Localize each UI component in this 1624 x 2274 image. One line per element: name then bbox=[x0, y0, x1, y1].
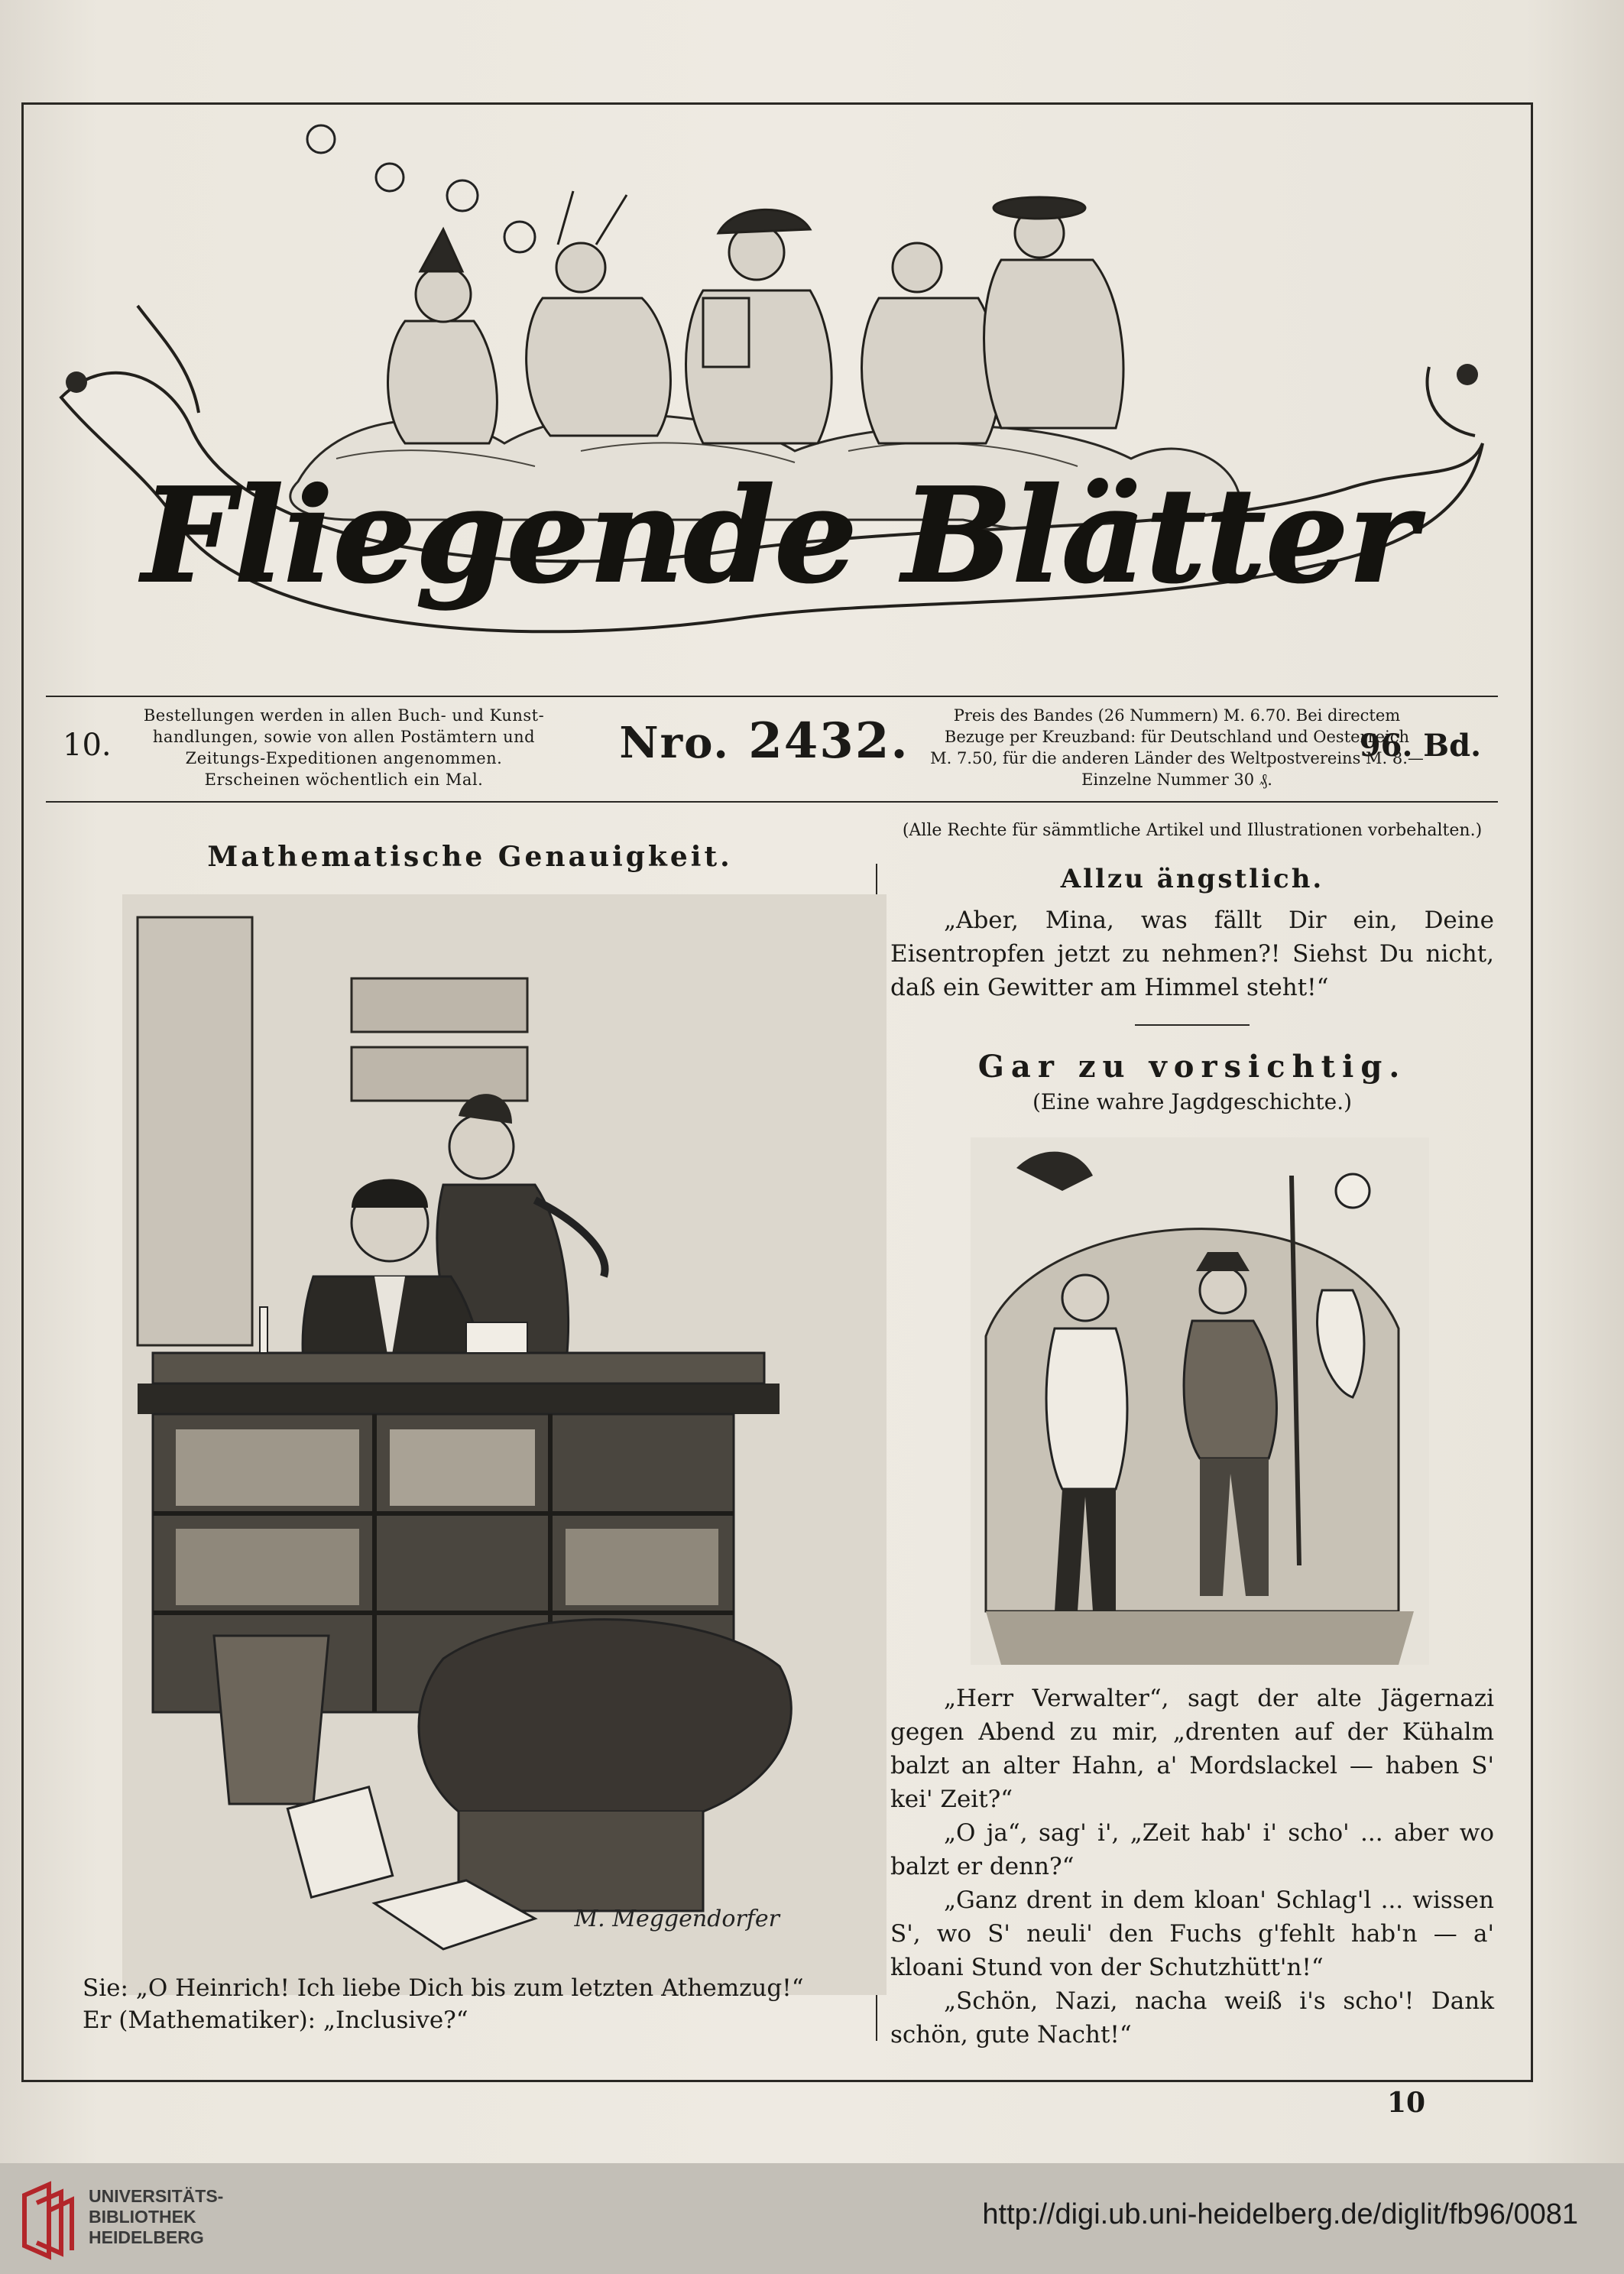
ordering-line: Zeitungs-Expeditionen angenommen. bbox=[185, 749, 503, 767]
article-2-paragraph: „O ja“, sag' i', „Zeit hab' i' scho' ... aber wo balzt er denn?“ bbox=[890, 1819, 1494, 1880]
hunting-scene-illustration bbox=[971, 1137, 1429, 1665]
issue-number-block bbox=[596, 712, 932, 770]
masthead bbox=[46, 122, 1498, 688]
right-column bbox=[890, 856, 1494, 2052]
library-name bbox=[89, 2186, 223, 2248]
pricing-line: M. 7.50, für die anderen Länder des Weltpostvereins M. 8.— bbox=[930, 749, 1424, 767]
article-2-title: Gar zu vorsichtig. bbox=[977, 1049, 1407, 1085]
wall-picture bbox=[352, 978, 527, 1032]
issue-label: Nro. bbox=[619, 718, 730, 768]
artist-signature: M. Meggendorfer bbox=[574, 1906, 780, 1932]
article-1-text: „Aber, Mina, was fällt Dir ein, Deine Eisentropfen jetzt zu nehmen?! Siehst Du nicht, daß ein Gewitter am Himmel steht!“ bbox=[890, 907, 1494, 1001]
article-2-paragraph: „Ganz drent in dem kloan' Schlag'l ... wissen S', wo S' neuli' den Fuchs g'fehlt hab'n — a' kloani Stund von der Schutzhütt'n!“ bbox=[890, 1886, 1494, 1981]
pricing-line: Einzelne Nummer 30 ₰. bbox=[1081, 770, 1272, 789]
issue-index-left: 10. bbox=[63, 728, 112, 763]
wall-picture bbox=[352, 1047, 527, 1101]
library-name-line: UNIVERSITÄTS- bbox=[89, 2186, 224, 2206]
library-name-line: HEIDELBERG bbox=[89, 2227, 204, 2247]
ordering-line: handlungen, sowie von allen Postämtern und bbox=[152, 728, 536, 746]
article-2-subtitle: (Eine wahre Jagdgeschichte.) bbox=[1032, 1089, 1353, 1114]
library-logo-icon bbox=[18, 2180, 76, 2263]
left-caption bbox=[83, 1972, 877, 2036]
armchair bbox=[419, 1620, 791, 1812]
article-1-title: Allzu ängstlich. bbox=[1060, 864, 1324, 894]
study-scene-illustration bbox=[122, 894, 887, 1995]
volume-label: 96. Bd. bbox=[1359, 728, 1481, 764]
source-url-link[interactable]: http://digi.ub.uni-heidelberg.de/diglit/fb96/0081 bbox=[982, 2198, 1578, 2230]
caption-line: Er (Mathematiker): „Inclusive?“ bbox=[83, 2006, 468, 2034]
article-2-paragraph: „Herr Verwalter“, sagt der alte Jägernazi gegen Abend zu mir, „drenten auf der Kühalm balzt an alter Hahn, a' Mordslackel — haben S' kei' Zeit?“ bbox=[890, 1685, 1494, 1813]
library-name-line: BIBLIOTHEK bbox=[89, 2207, 196, 2227]
ordering-info bbox=[115, 705, 573, 790]
rights-notice: (Alle Rechte für sämmtliche Artikel und Illustrationen vorbehalten.) bbox=[902, 821, 1483, 840]
left-article-title: Mathematische Genauigkeit. bbox=[207, 841, 733, 873]
ordering-line: Bestellungen werden in allen Buch- und Kunst- bbox=[143, 706, 545, 725]
article-separator bbox=[1135, 1024, 1250, 1026]
ordering-line: Erscheinen wöchentlich ein Mal. bbox=[204, 770, 484, 789]
pricing-line: Preis des Bandes (26 Nummern) M. 6.70. Bei directem bbox=[953, 706, 1401, 725]
masthead-illustration bbox=[46, 122, 1498, 688]
issue-number: 2432. bbox=[748, 712, 909, 770]
article-2-paragraph: „Schön, Nazi, nacha weiß i's scho'! Dank schön, gute Nacht!“ bbox=[890, 1987, 1494, 2049]
pricing-line: Bezuge per Kreuzband: für Deutschland und Oesterreich bbox=[944, 728, 1410, 746]
header-rule-bottom bbox=[46, 801, 1498, 803]
clock bbox=[1336, 1174, 1370, 1208]
caption-line: Sie: „O Heinrich! Ich liebe Dich bis zum letzten Athemzug!“ bbox=[83, 1974, 804, 2002]
page-number: 10 bbox=[1387, 2087, 1426, 2119]
issue-info-row bbox=[46, 696, 1498, 803]
digitization-footer bbox=[0, 2163, 1624, 2274]
door bbox=[138, 917, 252, 1345]
masthead-title: Fliegende Blätter bbox=[141, 459, 1418, 612]
waste-basket bbox=[214, 1636, 329, 1804]
left-article bbox=[76, 833, 864, 2034]
